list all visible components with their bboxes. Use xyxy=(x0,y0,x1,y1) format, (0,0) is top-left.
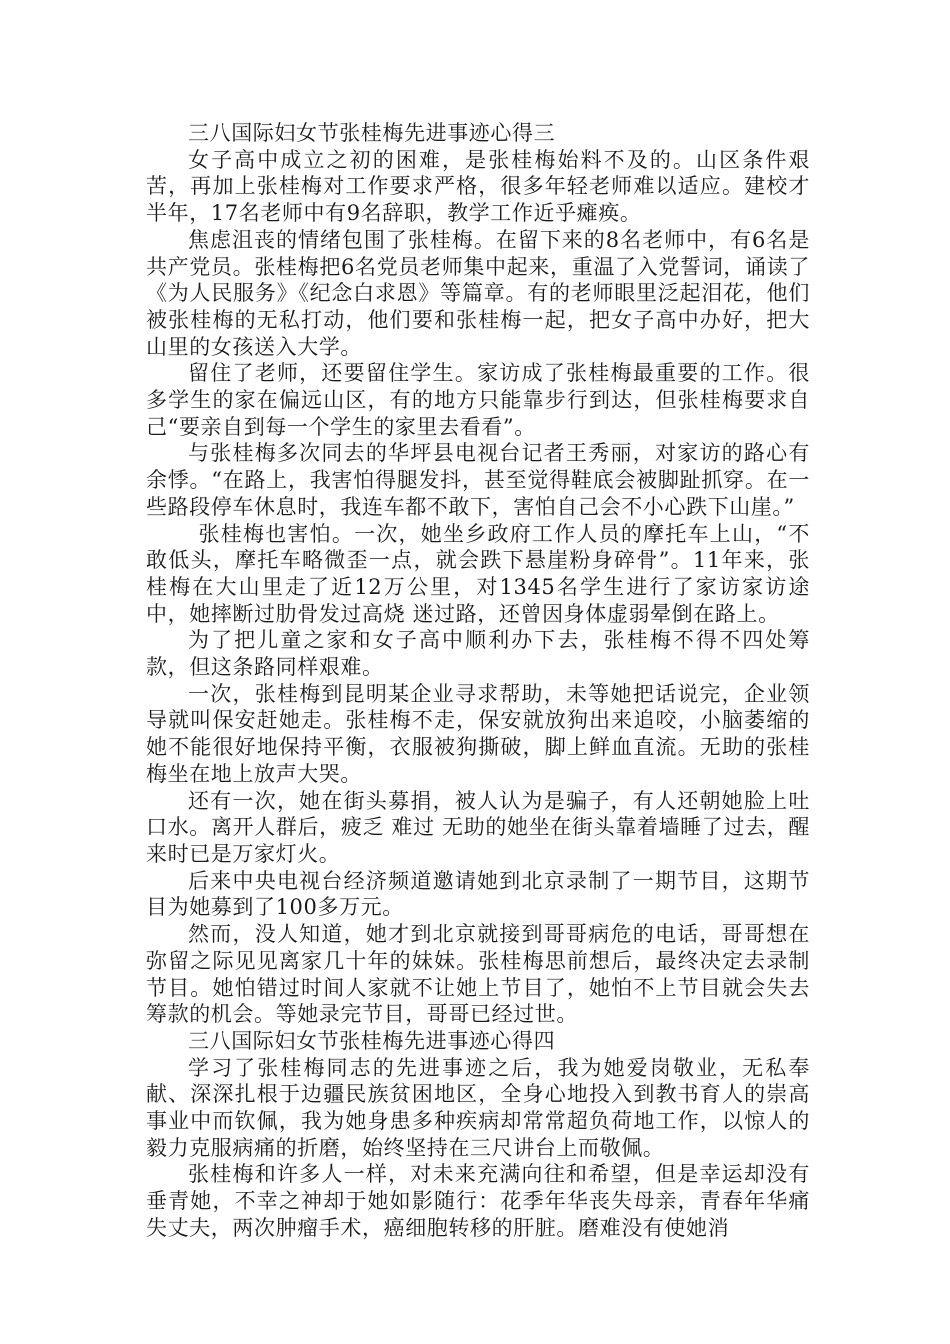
paragraph: 与张桂梅多次同去的华坪县电视台记者王秀丽，对家访的路心有余悸。“在路上，我害怕得腿发抖，甚至觉得鞋底会被脚趾抓穿。在一些路段停车休息时，我连车都不敢下，害怕自己会不小心跌下山崖。” xyxy=(146,441,810,519)
document-page xyxy=(146,120,810,1242)
paragraph: 然而，没人知道，她才到北京就接到哥哥病危的电话，哥哥想在弥留之际见见离家几十年的妹妹。张桂梅思前想后，最终决定去录制节目。她怕错过时间人家就不让她上节目了，她怕不上节目就会失去筹款的机会。等她录完节目，哥哥已经过世。 xyxy=(146,922,810,1027)
paragraph: 女子高中成立之初的困难，是张桂梅始料不及的。山区条件艰苦，再加上张桂梅对工作要求严格，很多年轻老师难以适应。建校才半年，17名老师中有9名辞职，教学工作近乎瘫痪。 xyxy=(146,147,810,226)
paragraph: 学习了张桂梅同志的先进事迹之后，我为她爱岗敬业，无私奉献、深深扎根于边疆民族贫困地区，全身心地投入到教书育人的崇高事业中而钦佩，我为她身患多种疾病却常常超负荷地工作，以惊人的毅力克服病痛的折磨，始终坚持在三尺讲台上而敬佩。 xyxy=(146,1055,810,1160)
section-heading-3: 三八国际妇女节张桂梅先进事迹心得三 xyxy=(188,121,556,145)
paragraph: 留住了老师，还要留住学生。家访成了张桂梅最重要的工作。很多学生的家在偏远山区，有的地方只能靠步行到达，但张桂梅要求自己“要亲自到每一个学生的家里去看看”。 xyxy=(146,361,810,439)
paragraph: 焦虑沮丧的情绪包围了张桂梅。在留下来的8名老师中，有6名是共产党员。张桂梅把6名党员老师集中起来，重温了入党誓词，诵读了《为人民服务》《纪念白求恩》等篇章。有的老师眼里泛起泪花，他们被张桂梅的无私打动，他们要和张桂梅一起，把女子高中办好，把大山里的女孩送入大学。 xyxy=(146,227,810,359)
paragraph: 还有一次，她在街头募捐，被人认为是骗子，有人还朝她脸上吐口水。离开人群后，疲乏 难过 无助的她坐在街头靠着墙睡了过去，醒来时已是万家灯火。 xyxy=(146,788,810,866)
paragraph: 为了把儿童之家和女子高中顺利办下去，张桂梅不得不四处筹款，但这条路同样艰难。 xyxy=(146,628,810,680)
paragraph: 一次，张桂梅到昆明某企业寻求帮助，未等她把话说完，企业领导就叫保安赶她走。张桂梅不走，保安就放狗出来追咬，小脑萎缩的她不能很好地保持平衡，衣服被狗撕破，脚上鲜血直流。无助的张桂梅坐在地上放声大哭。 xyxy=(146,681,810,786)
section-heading-4: 三八国际妇女节张桂梅先进事迹心得四 xyxy=(188,1028,556,1053)
paragraph: 张桂梅和许多人一样，对未来充满向往和希望，但是幸运却没有垂青她，不幸之神却于她如影随行：花季年华丧失母亲，青春年华痛失丈夫，两次肿瘤手术，癌细胞转移的肝脏。磨难没有使她消 xyxy=(146,1162,810,1240)
paragraph: 张桂梅也害怕。一次，她坐乡政府工作人员的摩托车上山，“不敢低头，摩托车略微歪一点，就会跌下悬崖粉身碎骨”。11年来，张桂梅在大山里走了近12万公里，对1345名学生进行了家访家访途中，她摔断过肋骨发过高烧 迷过路，还曾因身体虚弱晕倒在路上。 xyxy=(146,521,810,626)
paragraph: 后来中央电视台经济频道邀请她到北京录制了一期节目，这期节目为她募到了100多万元。 xyxy=(146,868,810,920)
